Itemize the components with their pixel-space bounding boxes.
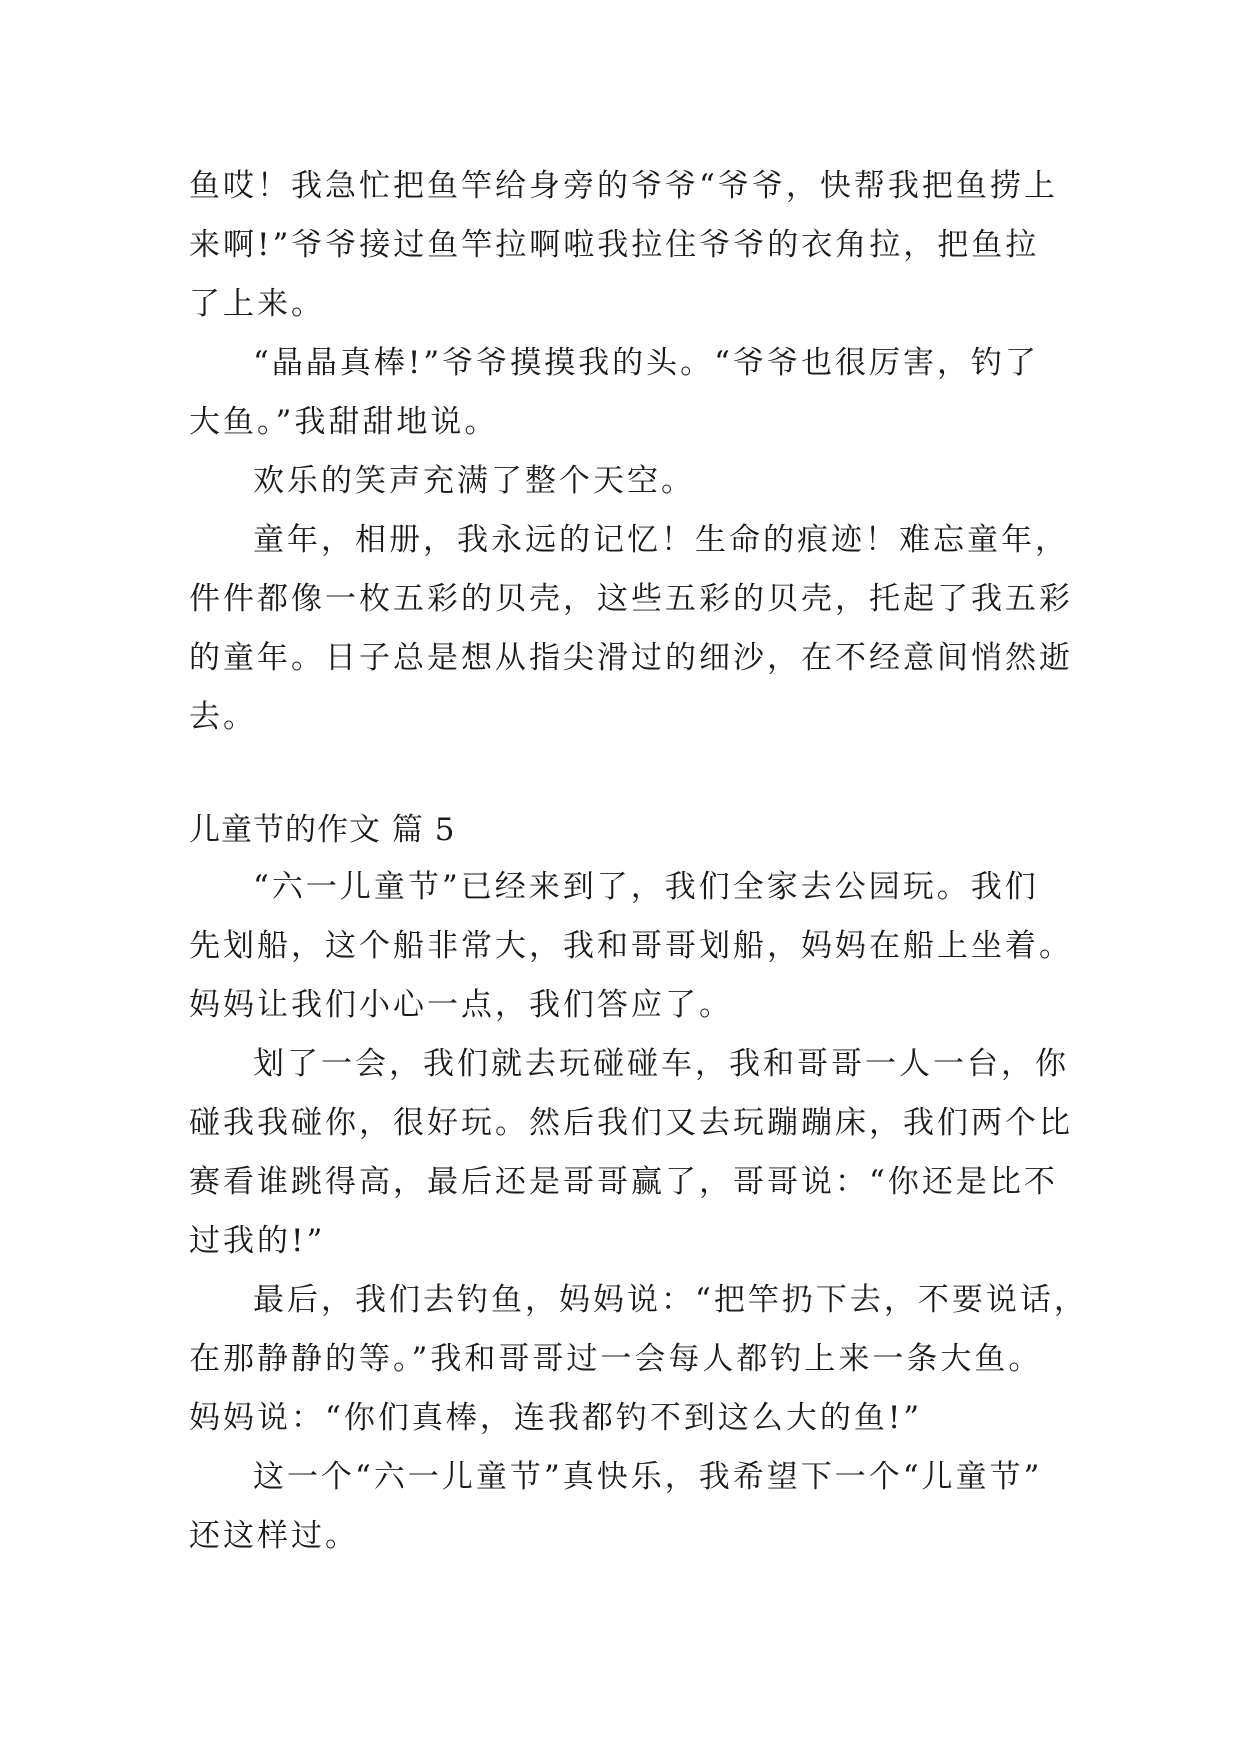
text-line: 件件都像一枚五彩的贝壳，这些五彩的贝壳，托起了我五彩	[189, 581, 1073, 617]
text-line: 在那静静的等。”我和哥哥过一会每人都钓上来一条大鱼。	[189, 1341, 1043, 1377]
text-line: 欢乐的笑声充满了整个天空。	[253, 463, 695, 499]
text-line: 过我的!”	[189, 1223, 326, 1259]
text-line: 还这样过。	[189, 1518, 359, 1554]
text-line: 大鱼。”我甜甜地说。	[189, 404, 499, 440]
text-line: 这一个“六一儿童节”真快乐，我希望下一个“儿童节”	[253, 1459, 1043, 1495]
text-line: 赛看谁跳得高，最后还是哥哥赢了，哥哥说：“你还是比不	[189, 1164, 1058, 1200]
text-line: “六一儿童节”已经来到了，我们全家去公园玩。我们	[253, 869, 1039, 905]
text-line: 先划船，这个船非常大，我和哥哥划船，妈妈在船上坐着。	[189, 928, 1073, 964]
text-line: 划了一会，我们就去玩碰碰车，我和哥哥一人一台，你	[253, 1046, 1069, 1082]
text-line: “晶晶真棒!”爷爷摸摸我的头。“爷爷也很厉害，钓了	[253, 345, 1039, 381]
text-line: 了上来。	[189, 286, 325, 322]
text-line: 鱼哎！我急忙把鱼竿给身旁的爷爷“爷爷，快帮我把鱼捞上	[189, 168, 1058, 204]
text-line: 妈妈说：“你们真棒，连我都钓不到这么大的鱼!”	[189, 1400, 923, 1436]
text-line: 来啊!”爷爷接过鱼竿拉啊啦我拉住爷爷的衣角拉，把鱼拉	[189, 227, 1040, 263]
text-line: 的童年。日子总是想从指尖滑过的细沙，在不经意间悄然逝	[189, 640, 1073, 676]
text-line: 童年，相册，我永远的记忆！生命的痕迹！难忘童年，	[253, 522, 1069, 558]
text-line: 最后，我们去钓鱼，妈妈说：“把竿扔下去，不要说话，	[253, 1282, 1088, 1318]
text-line: 妈妈让我们小心一点，我们答应了。	[189, 987, 733, 1023]
section-heading: 儿童节的作文 篇 5	[189, 812, 456, 848]
text-line: 去。	[189, 699, 257, 735]
text-line: 碰我我碰你，很好玩。然后我们又去玩蹦蹦床，我们两个比	[189, 1105, 1073, 1141]
